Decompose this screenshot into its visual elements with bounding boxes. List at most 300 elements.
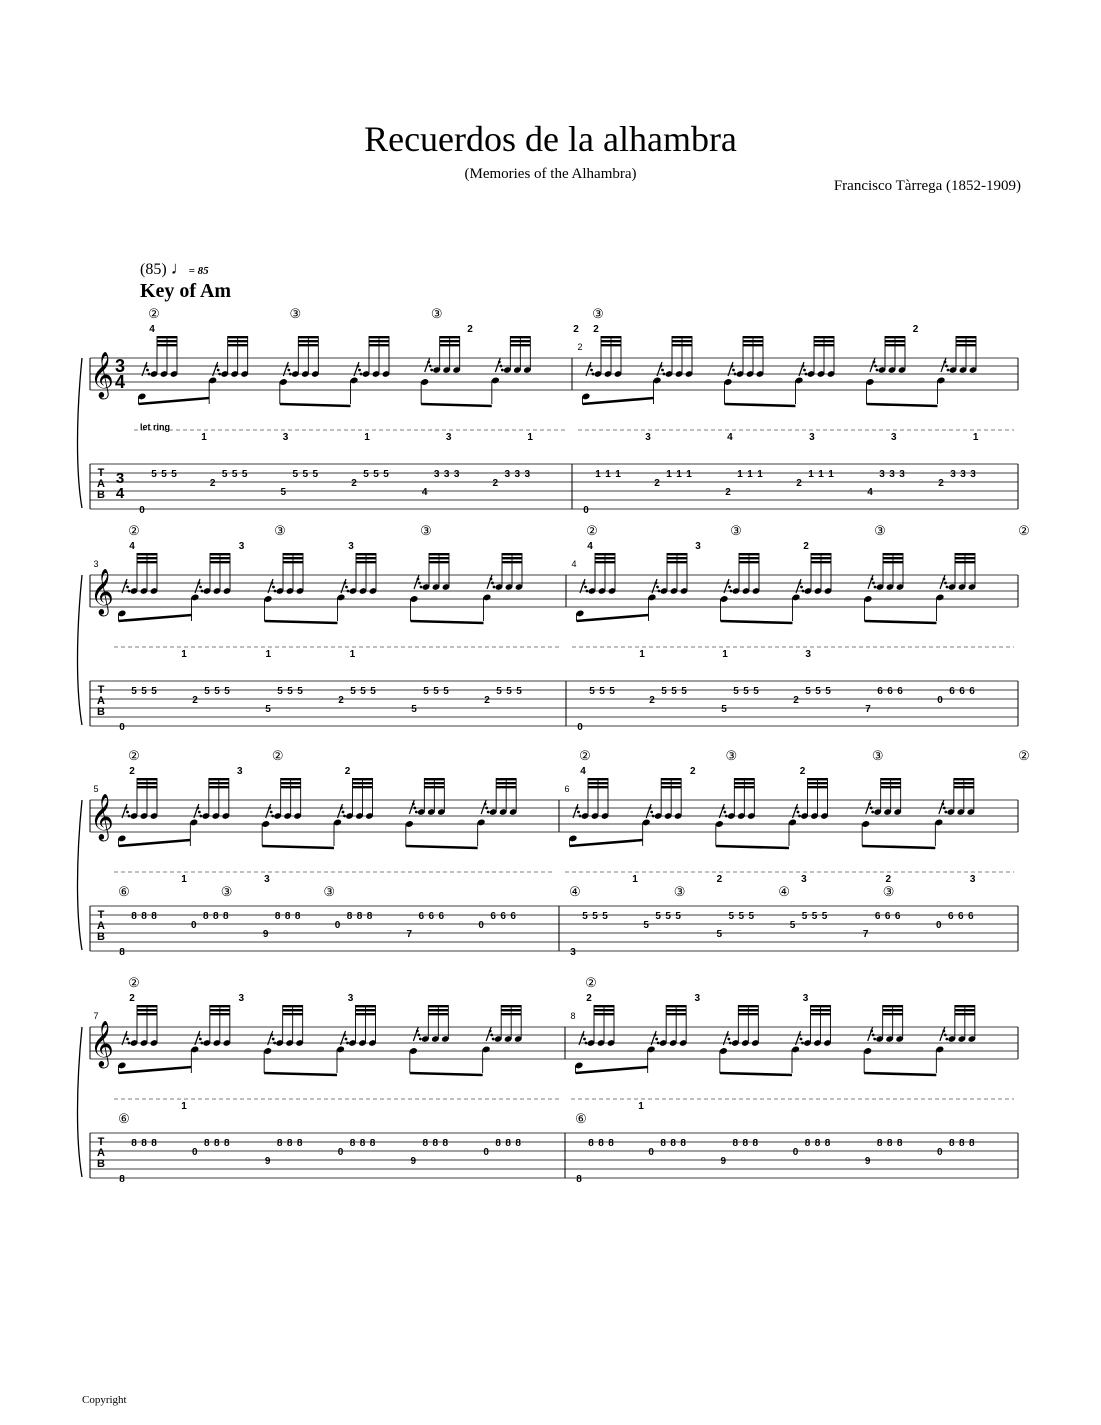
grace-dot <box>944 811 947 814</box>
grace-dot <box>360 373 363 376</box>
note-beam <box>298 344 318 346</box>
treble-clef-icon: 𝄞 <box>90 353 114 397</box>
note-beam <box>883 1013 903 1015</box>
bass-beam <box>865 621 937 623</box>
note-beam <box>283 561 303 563</box>
note-beam <box>661 778 681 780</box>
grace-dot <box>802 590 805 593</box>
tab-fret-high: 8 <box>359 1138 366 1149</box>
tab-fret-high: 8 <box>203 911 209 922</box>
tab-fret-bass: 5 <box>643 920 649 931</box>
top-fingering: 2 <box>803 541 809 552</box>
top-fingering: 2 <box>573 324 579 335</box>
note-beam <box>955 557 975 559</box>
grace-dot <box>805 373 808 376</box>
string-indicator-top: ② <box>579 748 591 763</box>
grace-dot <box>649 807 652 810</box>
grace-stroke <box>868 1027 873 1041</box>
grace-dot <box>726 1034 729 1037</box>
fingering-number: 1 <box>364 432 370 443</box>
treble-clef-icon: 𝄞 <box>90 570 114 614</box>
grace-dot <box>429 365 432 368</box>
string-indicator-top: ② <box>128 975 140 990</box>
string-indicator-bottom: ④ <box>569 884 581 899</box>
string-indicator-top: ② <box>128 748 140 763</box>
note-beam <box>954 786 974 788</box>
note-beam <box>496 786 516 788</box>
tab-fret-high: 5 <box>602 911 608 922</box>
string-indicator-top: ② <box>271 748 284 763</box>
grace-dot <box>416 1030 419 1033</box>
tab-clef-letter: B <box>97 1158 105 1170</box>
grace-dot <box>412 803 415 806</box>
note-beam <box>594 1005 614 1007</box>
fingering-number: 1 <box>349 649 356 660</box>
note-beam <box>734 782 754 784</box>
tab-fret-high: 8 <box>296 1138 303 1149</box>
tab-fret-high: 5 <box>589 686 595 697</box>
note-beam <box>496 778 516 780</box>
note-beam <box>353 778 373 780</box>
tab-fret-bass: 5 <box>265 704 271 715</box>
note-beam <box>667 561 687 563</box>
tab-fret-bass: 8 <box>119 1174 125 1185</box>
note-beam <box>808 782 828 784</box>
grace-dot <box>944 582 947 585</box>
grace-dot <box>487 811 490 814</box>
score-title: Recuerdos de la alhambra <box>364 119 737 159</box>
grace-dot <box>584 586 587 589</box>
note-beam <box>209 782 229 784</box>
note-beam <box>672 336 692 338</box>
note-beam <box>595 553 615 555</box>
tab-fret-high: 8 <box>949 1138 955 1149</box>
fingering-number: 1 <box>638 1101 644 1112</box>
grace-dot <box>201 590 204 593</box>
note-beam <box>811 561 831 563</box>
top-fingering: 2 <box>586 993 592 1004</box>
fingering-number: 2 <box>716 874 723 885</box>
note-beam <box>814 340 834 342</box>
grace-stroke <box>940 575 945 589</box>
tab-fret-high: 5 <box>287 686 293 697</box>
grace-dot <box>215 365 218 368</box>
tab-fret-high: 8 <box>151 911 157 922</box>
note-beam <box>353 786 373 788</box>
tab-fret-high: 8 <box>824 1138 831 1149</box>
tab-fret-high: 5 <box>171 469 177 480</box>
grace-dot <box>126 586 129 589</box>
grace-dot <box>585 1042 588 1045</box>
note-beam <box>595 557 615 559</box>
bass-beam <box>864 1073 936 1075</box>
note-beam <box>666 1013 686 1015</box>
tab-fret-bass: 7 <box>862 929 869 940</box>
grace-dot <box>870 807 873 810</box>
tab-fret-bass: 0 <box>334 920 341 931</box>
tab-fret-high: 5 <box>655 911 661 922</box>
grace-stroke <box>425 358 430 372</box>
note-beam <box>501 1009 521 1011</box>
tab-fret-high: 5 <box>423 686 429 697</box>
note-beam <box>356 557 376 559</box>
tempo-prefix: (85) <box>140 261 167 278</box>
tab-fret-high: 5 <box>671 686 677 697</box>
tab-fret-high: 8 <box>804 1138 811 1149</box>
grace-dot <box>944 1034 947 1037</box>
string-indicator-top: ③ <box>289 306 302 321</box>
tab-fret-high: 5 <box>609 686 615 697</box>
tab-fret-high: 8 <box>598 1138 604 1149</box>
tab-fret-high: 5 <box>811 911 818 922</box>
note-beam <box>808 778 828 780</box>
top-fingering: 2 <box>799 766 806 777</box>
tab-fret-high: 6 <box>510 911 516 922</box>
top-fingering: 2 <box>689 766 696 777</box>
note-beam <box>738 1005 758 1007</box>
note-beam <box>369 344 389 346</box>
measure-number: 6 <box>564 784 570 794</box>
string-indicator-top: ③ <box>730 523 742 538</box>
tab-fret-high: 5 <box>350 686 356 697</box>
grace-dot <box>415 811 418 814</box>
tab-fret-high: 3 <box>899 469 905 480</box>
grace-dot <box>342 811 345 814</box>
fingering-number: 3 <box>645 432 651 443</box>
tab-fret-high: 5 <box>821 911 828 922</box>
grace-dot <box>658 590 661 593</box>
grace-dot <box>417 578 420 581</box>
tab-fret-high: 1 <box>757 469 763 480</box>
grace-dot <box>128 590 131 593</box>
grace-dot <box>413 807 416 810</box>
tab-fret-high: 5 <box>592 911 598 922</box>
grace-dot <box>661 369 664 372</box>
grace-dot <box>358 369 361 372</box>
fingering-number: 1 <box>265 649 272 660</box>
fingering-number: 1 <box>181 874 187 885</box>
top-fingering: 2 <box>129 766 135 777</box>
note-beam <box>743 344 763 346</box>
top-fingering: 3 <box>238 541 245 552</box>
grace-dot <box>492 1038 495 1041</box>
tab-fret-high: 6 <box>418 911 425 922</box>
tab-fret-high: 6 <box>897 686 903 697</box>
tab-fret-bass: 0 <box>648 1147 654 1158</box>
string-indicator-bottom: ⑥ <box>118 1111 130 1126</box>
grace-dot <box>800 586 803 589</box>
tab-fret-high: 5 <box>224 686 230 697</box>
note-beam <box>210 553 230 555</box>
tab-fret-high: 1 <box>686 469 692 480</box>
bass-beam <box>867 404 938 406</box>
grace-dot <box>650 811 653 814</box>
system-4 <box>78 1005 1019 1178</box>
tab-clef-letter: A <box>97 920 105 932</box>
tab-fret-high: 8 <box>224 1138 230 1149</box>
grace-dot <box>125 1034 128 1037</box>
note-beam <box>209 786 229 788</box>
tab-fret-high: 5 <box>312 469 319 480</box>
measure-number: 3 <box>93 559 99 569</box>
tab-fret-high: 8 <box>876 1138 883 1149</box>
grace-dot <box>270 811 273 814</box>
note-beam <box>955 1009 975 1011</box>
tab-fret-high: 8 <box>422 1138 429 1149</box>
top-fingering: 3 <box>238 993 245 1004</box>
tab-fret-high: 3 <box>970 469 976 480</box>
string-indicator-top: ③ <box>874 523 886 538</box>
note-beam <box>369 340 389 342</box>
grace-dot <box>576 807 579 810</box>
grace-stroke <box>939 800 944 814</box>
tab-fret-high: 1 <box>676 469 682 480</box>
grace-dot <box>499 365 502 368</box>
measure-number: 7 <box>93 1011 99 1021</box>
note-beam <box>210 1009 230 1011</box>
grace-dot <box>732 369 735 372</box>
note-beam <box>369 336 389 338</box>
grace-dot <box>797 811 800 814</box>
fingering-number: 3 <box>969 874 976 885</box>
tab-fret-high: 5 <box>370 686 376 697</box>
grace-dot <box>198 811 201 814</box>
grace-dot <box>874 586 877 589</box>
note-beam <box>440 344 460 346</box>
bass-beam <box>720 1073 792 1075</box>
system-brace <box>78 1027 83 1177</box>
tab-fret-high: 5 <box>363 469 369 480</box>
tab-fret-high: 8 <box>286 1138 293 1149</box>
note-beam <box>734 786 754 788</box>
top-fingering: 4 <box>149 324 155 335</box>
grace-dot <box>946 586 949 589</box>
tab-fret-high: 5 <box>221 469 228 480</box>
note-beam <box>738 1009 758 1011</box>
note-beam <box>883 561 903 563</box>
note-beam <box>281 782 301 784</box>
tab-fret-high: 5 <box>738 911 745 922</box>
note-beam <box>424 778 444 780</box>
tab-fret-bass: 0 <box>191 920 197 931</box>
note-beam <box>734 778 754 780</box>
fingering-number: 3 <box>282 432 289 443</box>
note-beam <box>157 344 177 346</box>
grace-dot <box>795 807 798 810</box>
grace-dot <box>272 586 275 589</box>
tab-fret-high: 8 <box>369 1138 376 1149</box>
note-beam <box>429 561 449 563</box>
note-beam <box>739 553 759 555</box>
system-brace <box>78 358 83 508</box>
grace-dot <box>268 807 271 810</box>
tab-fret-high: 5 <box>433 686 439 697</box>
top-fingering: 2 <box>593 324 599 335</box>
tab-fret-high: 1 <box>737 469 743 480</box>
tab-fret-high: 6 <box>877 686 883 697</box>
note-beam <box>283 553 303 555</box>
tab-fret-high: 5 <box>681 686 687 697</box>
string-indicator-bottom: ③ <box>323 884 336 899</box>
note-beam <box>137 778 157 780</box>
tab-fret-high: 5 <box>360 686 366 697</box>
grace-dot <box>145 365 148 368</box>
tab-fret-high: 3 <box>514 469 521 480</box>
tab-fret-bass: 9 <box>264 1156 271 1167</box>
tab-fret-high: 3 <box>443 469 450 480</box>
grace-dot <box>146 369 149 372</box>
tab-fret-high: 5 <box>801 911 808 922</box>
tab-clef-letter: T <box>97 684 105 696</box>
grace-dot <box>199 586 202 589</box>
string-indicator-bottom: ③ <box>882 884 895 899</box>
tab-fret-high: 5 <box>506 686 512 697</box>
grace-dot <box>868 803 871 806</box>
tab-fret-high: 1 <box>605 469 611 480</box>
note-beam <box>672 340 692 342</box>
tab-fret-bass: 0 <box>577 722 583 733</box>
note-beam <box>954 782 974 784</box>
note-beam <box>811 557 831 559</box>
note-beam <box>594 1009 614 1011</box>
grace-dot <box>498 361 501 364</box>
tab-fret-bass: 2 <box>793 695 799 706</box>
top-fingering: 3 <box>347 993 354 1004</box>
grace-dot <box>654 1034 657 1037</box>
tab-fret-high: 5 <box>292 469 299 480</box>
note-beam <box>210 561 230 563</box>
tab-fret-bass: 9 <box>864 1156 871 1167</box>
note-beam <box>881 778 901 780</box>
tab-fret-bass: 9 <box>262 929 269 940</box>
grace-dot <box>484 803 487 806</box>
note-beam <box>955 1005 975 1007</box>
grace-dot <box>872 1034 875 1037</box>
grace-dot <box>199 1038 202 1041</box>
grace-dot <box>126 811 129 814</box>
note-beam <box>356 553 376 555</box>
grace-dot <box>490 1034 493 1037</box>
tab-clef-letter: A <box>97 1147 105 1159</box>
grace-dot <box>730 590 733 593</box>
grace-dot <box>727 1038 730 1041</box>
bass-beam <box>576 1067 648 1073</box>
tab-fret-bass: 2 <box>938 478 944 489</box>
top-fingering: 2 <box>344 766 351 777</box>
note-beam <box>283 1009 303 1011</box>
grace-dot <box>799 582 802 585</box>
grace-stroke <box>868 575 873 589</box>
tab-fret-high: 5 <box>297 686 303 697</box>
string-indicator-top: ③ <box>725 748 738 763</box>
grace-dot <box>501 369 504 372</box>
let-ring-label: let ring <box>140 422 171 432</box>
tab-fret-high: 8 <box>588 1138 594 1149</box>
grace-dot <box>128 815 131 818</box>
string-indicator-bottom: ⑥ <box>118 884 130 899</box>
tab-fret-high: 6 <box>969 686 975 697</box>
grace-dot <box>199 815 202 818</box>
tab-fret-bass: 9 <box>720 1156 727 1167</box>
tab-fret-high: 8 <box>505 1138 511 1149</box>
tab-clef-letter: A <box>97 478 105 490</box>
grace-dot <box>200 1042 203 1045</box>
tab-fret-high: 3 <box>433 469 440 480</box>
grace-dot <box>590 369 593 372</box>
tab-fret-bass: 2 <box>654 478 660 489</box>
note-beam <box>228 344 248 346</box>
tab-fret-high: 5 <box>753 686 759 697</box>
tab-fret-high: 6 <box>490 911 496 922</box>
note-beam <box>601 340 621 342</box>
tab-fret-high: 6 <box>894 911 901 922</box>
tab-fret-high: 8 <box>223 911 229 922</box>
note-beam <box>811 553 831 555</box>
grace-dot <box>872 582 875 585</box>
tab-fret-high: 8 <box>432 1138 439 1149</box>
note-beam <box>601 336 621 338</box>
note-beam <box>429 553 449 555</box>
note-beam <box>228 340 248 342</box>
grace-dot <box>270 1034 273 1037</box>
note-beam <box>955 553 975 555</box>
tab-fret-bass: 0 <box>792 1147 799 1158</box>
fingering-number: 3 <box>890 432 897 443</box>
note-beam <box>501 1005 521 1007</box>
fingering-number: 2 <box>885 874 892 885</box>
grace-dot <box>723 811 726 814</box>
measure-number: 5 <box>93 784 99 794</box>
tab-fret-high: 5 <box>805 686 811 697</box>
grace-dot <box>148 373 151 376</box>
bass-beam <box>577 615 649 621</box>
grace-dot <box>579 815 582 818</box>
top-fingering: 2 <box>467 324 473 335</box>
tab-fret-bass: 5 <box>716 929 723 940</box>
tab-fret-high: 5 <box>443 686 449 697</box>
note-beam <box>428 1005 448 1007</box>
tab-fret-high: 5 <box>516 686 522 697</box>
note-beam <box>956 336 976 338</box>
note-beam <box>502 557 522 559</box>
bass-beam <box>725 404 796 406</box>
note-beam <box>424 786 444 788</box>
grace-dot <box>656 586 659 589</box>
note-beam <box>440 340 460 342</box>
grace-stroke <box>486 1027 491 1041</box>
grace-dot <box>273 1042 276 1045</box>
tab-fret-high: 8 <box>213 911 219 922</box>
top-fingering: 3 <box>802 993 809 1004</box>
grace-dot <box>657 1042 660 1045</box>
tab-fret-high: 8 <box>515 1138 521 1149</box>
bass-beam <box>139 398 210 404</box>
tab-fret-bass: 0 <box>483 1147 489 1158</box>
note-beam <box>356 1009 376 1011</box>
grace-dot <box>592 373 595 376</box>
tab-fret-high: 5 <box>743 686 749 697</box>
note-beam <box>885 340 905 342</box>
tab-fret-high: 8 <box>969 1138 975 1149</box>
tab-fret-high: 6 <box>428 911 435 922</box>
grace-dot <box>491 582 494 585</box>
tab-fret-high: 5 <box>161 469 167 480</box>
tab-fret-high: 8 <box>274 911 281 922</box>
grace-dot <box>343 1034 346 1037</box>
tab-clef-letter: T <box>97 467 105 479</box>
note-beam <box>588 782 608 784</box>
grace-dot <box>577 811 580 814</box>
